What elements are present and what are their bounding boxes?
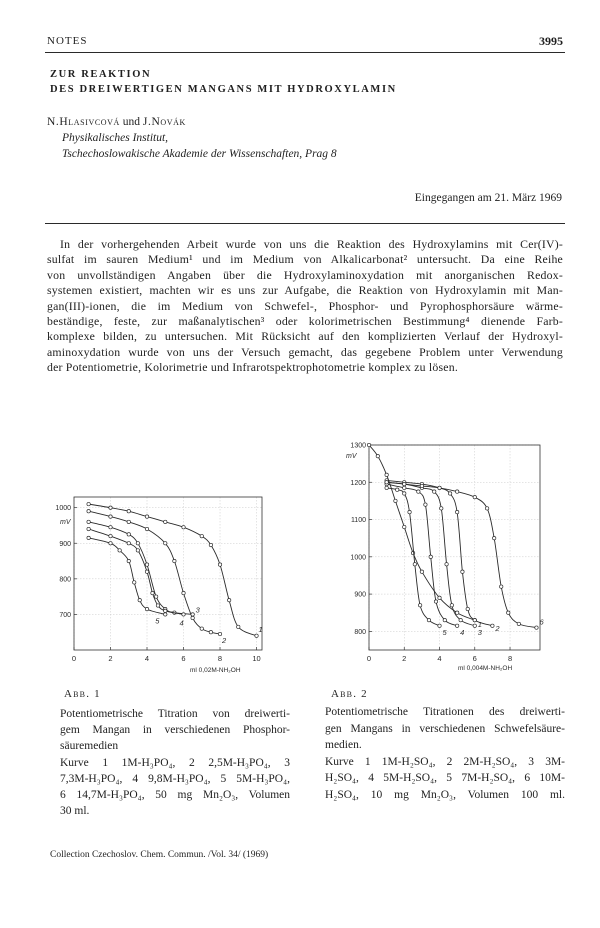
series-label-1: 1 bbox=[477, 620, 482, 630]
body-line: komplexe bilden, zu untersuchen. Mit Rücksicht auf den komplizierten Verlauf der Hydroxyl- bbox=[47, 329, 563, 344]
data-point bbox=[87, 510, 90, 513]
series-label-5: 5 bbox=[442, 627, 447, 637]
axis-frame bbox=[74, 497, 262, 650]
data-point bbox=[182, 526, 185, 529]
data-point bbox=[403, 492, 406, 495]
data-point bbox=[450, 604, 453, 607]
data-point bbox=[182, 613, 185, 616]
x-tick-label: 2 bbox=[108, 654, 113, 663]
data-point bbox=[461, 570, 464, 573]
data-point bbox=[87, 520, 90, 523]
series-line-4 bbox=[89, 529, 184, 614]
data-point bbox=[440, 507, 443, 510]
data-point bbox=[156, 604, 159, 607]
data-point bbox=[417, 490, 420, 493]
author-conjunction: und bbox=[122, 116, 141, 128]
data-point bbox=[473, 495, 476, 498]
x-tick-label: 6 bbox=[472, 654, 477, 663]
x-tick-label: 0 bbox=[71, 654, 77, 663]
data-point bbox=[507, 611, 510, 614]
data-point bbox=[438, 596, 441, 599]
body-line: sulfat im sauren Medium¹ und im Medium von Alkalicarbonat² untersucht. Da eine Reihe bbox=[47, 252, 563, 267]
data-point bbox=[191, 613, 194, 616]
data-point bbox=[445, 563, 448, 566]
data-point bbox=[182, 591, 185, 594]
x-tick-label: 8 bbox=[507, 654, 513, 663]
figure-1-chart bbox=[40, 480, 280, 680]
data-point bbox=[136, 549, 139, 552]
data-point bbox=[394, 499, 397, 502]
y-tick-label: 700 bbox=[59, 611, 71, 619]
data-point bbox=[455, 624, 458, 627]
y-axis-label: mV bbox=[346, 453, 357, 460]
series-label-3: 3 bbox=[477, 627, 482, 637]
x-axis-label: ml 0,02M-NH₂OH bbox=[190, 667, 241, 674]
figure-1-caption bbox=[60, 706, 290, 819]
y-tick-label: 1100 bbox=[350, 517, 366, 525]
journal-footer: Collection Czechoslov. Chem. Commun. /Vol. 34/ (1969) bbox=[50, 850, 269, 860]
series-line-1 bbox=[89, 504, 257, 636]
data-point bbox=[164, 542, 167, 545]
data-point bbox=[408, 510, 411, 513]
series-line-5 bbox=[89, 538, 166, 615]
author-line bbox=[47, 115, 186, 129]
data-point bbox=[173, 559, 176, 562]
data-point bbox=[87, 527, 90, 530]
data-point bbox=[535, 626, 538, 629]
series-label-5: 5 bbox=[155, 616, 160, 626]
data-point bbox=[448, 492, 451, 495]
data-point bbox=[255, 634, 258, 637]
body-line: von unvollständigen Angaben über die Hydroxylaminoxydation mit anorganischen Redox- bbox=[47, 267, 563, 282]
caption-line: Potentiometrische Titration von dreiwerti- bbox=[60, 708, 290, 720]
caption-line: Potentiometrische Titrationen des dreiwerti- bbox=[325, 706, 565, 718]
data-point bbox=[133, 581, 136, 584]
series-label-2: 2 bbox=[495, 623, 500, 633]
caption-line: 6 14,7M-H₃PO₄, 50 mg Mn₂O₃, Volumen bbox=[60, 789, 290, 802]
data-point bbox=[517, 622, 520, 625]
x-tick-label: 2 bbox=[402, 654, 407, 663]
affiliation-line-1: Physikalisches Institut, bbox=[62, 132, 169, 144]
article-title-line-2: DES DREIWERTIGEN MANGANS MIT HYDROXYLAMIN bbox=[50, 84, 397, 95]
body-line: der Potentiometrie, Kolorimetrie und Infrarotspektrophotometrie komplex zu lösen. bbox=[47, 360, 458, 375]
y-tick-label: 800 bbox=[354, 628, 366, 636]
section-heading: NOTES bbox=[47, 35, 88, 47]
data-point bbox=[367, 443, 370, 446]
data-point bbox=[164, 613, 167, 616]
data-point bbox=[438, 624, 441, 627]
data-point bbox=[385, 481, 388, 484]
y-axis-label: mV bbox=[60, 519, 71, 526]
data-point bbox=[438, 486, 441, 489]
data-point bbox=[455, 510, 458, 513]
y-tick-label: 800 bbox=[59, 576, 71, 584]
data-point bbox=[403, 482, 406, 485]
data-point bbox=[418, 604, 421, 607]
data-point bbox=[434, 600, 437, 603]
data-point bbox=[466, 607, 469, 610]
data-point bbox=[411, 551, 414, 554]
affiliation-line-2: Tschechoslowakische Akademie der Wissenschaften, Prag 8 bbox=[62, 148, 337, 160]
caption-line: H₂SO₄, 10 mg Mn₂O₃, Volumen 100 ml. bbox=[325, 788, 565, 801]
data-point bbox=[500, 585, 503, 588]
data-point bbox=[109, 534, 112, 537]
data-point bbox=[492, 536, 495, 539]
data-point bbox=[473, 618, 476, 621]
caption-line: 7,3M-H₃PO₄, 4 9,8M-H₃PO₄, 5 5M-H₃PO₄, bbox=[60, 772, 290, 785]
y-tick-label: 1000 bbox=[55, 505, 71, 513]
data-point bbox=[403, 486, 406, 489]
data-point bbox=[424, 503, 427, 506]
section-rule bbox=[45, 223, 565, 224]
data-point bbox=[420, 570, 423, 573]
x-tick-label: 6 bbox=[181, 654, 186, 663]
series-label-4: 4 bbox=[460, 627, 465, 637]
data-point bbox=[218, 563, 221, 566]
series-label-6: 6 bbox=[539, 617, 544, 627]
body-line: gan(III)-ionen, die im Medium von Schwefel-, Phosphor- und Pyrophosphorsäure wärme- bbox=[47, 298, 563, 313]
data-point bbox=[145, 563, 148, 566]
data-point bbox=[138, 598, 141, 601]
x-axis-label: ml 0,004M-NH₂OH bbox=[458, 665, 513, 672]
data-point bbox=[420, 484, 423, 487]
data-point bbox=[109, 526, 112, 529]
caption-line: gen Mangans in verschiedenen Schwefelsäure- bbox=[325, 722, 565, 735]
caption-line: 30 ml. bbox=[60, 805, 90, 818]
data-point bbox=[385, 486, 388, 489]
author-name: N.Hlasivcová bbox=[47, 116, 120, 128]
data-point bbox=[154, 595, 157, 598]
data-point bbox=[127, 542, 130, 545]
y-tick-label: 1300 bbox=[350, 442, 366, 450]
data-point bbox=[87, 536, 90, 539]
y-tick-label: 900 bbox=[354, 591, 366, 599]
data-point bbox=[109, 506, 112, 509]
series-line-6 bbox=[387, 482, 537, 630]
figure-2-caption bbox=[325, 704, 565, 804]
data-point bbox=[491, 624, 494, 627]
data-point bbox=[118, 549, 121, 552]
data-point bbox=[429, 555, 432, 558]
received-date: Eingegangen am 21. März 1969 bbox=[414, 192, 562, 204]
series-label-2: 2 bbox=[222, 635, 227, 645]
data-point bbox=[200, 627, 203, 630]
x-tick-label: 10 bbox=[252, 654, 261, 663]
series-label-1: 1 bbox=[258, 624, 263, 634]
article-title-line-1: ZUR REAKTION bbox=[50, 69, 152, 80]
data-point bbox=[413, 563, 416, 566]
data-point bbox=[376, 454, 379, 457]
figure-2-label: Abb. 2 bbox=[331, 688, 368, 700]
data-point bbox=[200, 534, 203, 537]
header-rule bbox=[45, 52, 565, 53]
caption-line: H₂SO₄, 4 5M-H₂SO₄, 5 7M-H₂SO₄, 6 10M- bbox=[325, 772, 565, 785]
page-number: 3995 bbox=[539, 34, 563, 48]
data-point bbox=[164, 520, 167, 523]
y-tick-label: 1200 bbox=[350, 479, 366, 487]
data-point bbox=[209, 543, 212, 546]
data-point bbox=[443, 618, 446, 621]
series-label-4: 4 bbox=[179, 618, 184, 628]
data-point bbox=[109, 515, 112, 518]
data-point bbox=[127, 510, 130, 513]
axis-frame bbox=[369, 445, 540, 650]
data-point bbox=[473, 624, 476, 627]
data-point bbox=[145, 515, 148, 518]
y-tick-label: 1000 bbox=[350, 554, 366, 562]
caption-line: medien. bbox=[325, 739, 362, 752]
data-point bbox=[227, 598, 230, 601]
caption-line: Kurve 1 1M-H₂SO₄, 2 2M-H₂SO₄, 3 3M- bbox=[325, 755, 565, 768]
data-point bbox=[191, 616, 194, 619]
body-paragraph bbox=[47, 237, 563, 376]
data-point bbox=[127, 533, 130, 536]
caption-line: Kurve 1 1M-H₃PO₄, 2 2,5M-H₃PO₄, 3 bbox=[60, 756, 290, 769]
data-point bbox=[433, 490, 436, 493]
data-point bbox=[87, 502, 90, 505]
data-point bbox=[164, 609, 167, 612]
body-line: aminoxydation wurde von uns der Versuch gemacht, das gegebene Problem unter Verwendung bbox=[47, 344, 563, 359]
data-point bbox=[145, 570, 148, 573]
data-point bbox=[237, 625, 240, 628]
data-point bbox=[455, 490, 458, 493]
x-tick-label: 8 bbox=[217, 654, 223, 663]
series-label-3: 3 bbox=[195, 605, 200, 615]
data-point bbox=[127, 520, 130, 523]
x-tick-label: 4 bbox=[144, 654, 150, 663]
caption-line: gem Mangan in verschiedenen Phosphor- bbox=[60, 724, 290, 737]
data-point bbox=[145, 607, 148, 610]
data-point bbox=[151, 591, 154, 594]
data-point bbox=[136, 542, 139, 545]
x-tick-label: 0 bbox=[366, 654, 372, 663]
data-point bbox=[145, 527, 148, 530]
data-point bbox=[109, 542, 112, 545]
data-point bbox=[427, 618, 430, 621]
data-point bbox=[127, 559, 130, 562]
author-name: J.Novák bbox=[142, 116, 186, 128]
data-point bbox=[209, 631, 212, 634]
data-point bbox=[403, 525, 406, 528]
data-point bbox=[455, 611, 458, 614]
data-point bbox=[385, 473, 388, 476]
caption-line: säuremedien bbox=[60, 740, 119, 753]
figure-1-label: Abb. 1 bbox=[64, 688, 101, 700]
data-point bbox=[459, 618, 462, 621]
y-tick-label: 900 bbox=[59, 540, 71, 548]
body-line: beständige, feste, zur maßanalytischen³ oder kolorimetrischen Bestimmung⁴ dienende Farb- bbox=[47, 313, 563, 328]
data-point bbox=[396, 488, 399, 491]
body-line: In der vorhergehenden Arbeit wurde von uns die Reaktion des Hydroxylamins mit Cer(IV)- bbox=[60, 237, 563, 251]
body-line: systemen existiert, machten wir es uns zur Aufgabe, die Reaktion von Hydroxylamin mit Man- bbox=[47, 283, 563, 298]
x-tick-label: 4 bbox=[437, 654, 442, 663]
data-point bbox=[485, 507, 488, 510]
figure-2-chart bbox=[320, 430, 560, 680]
